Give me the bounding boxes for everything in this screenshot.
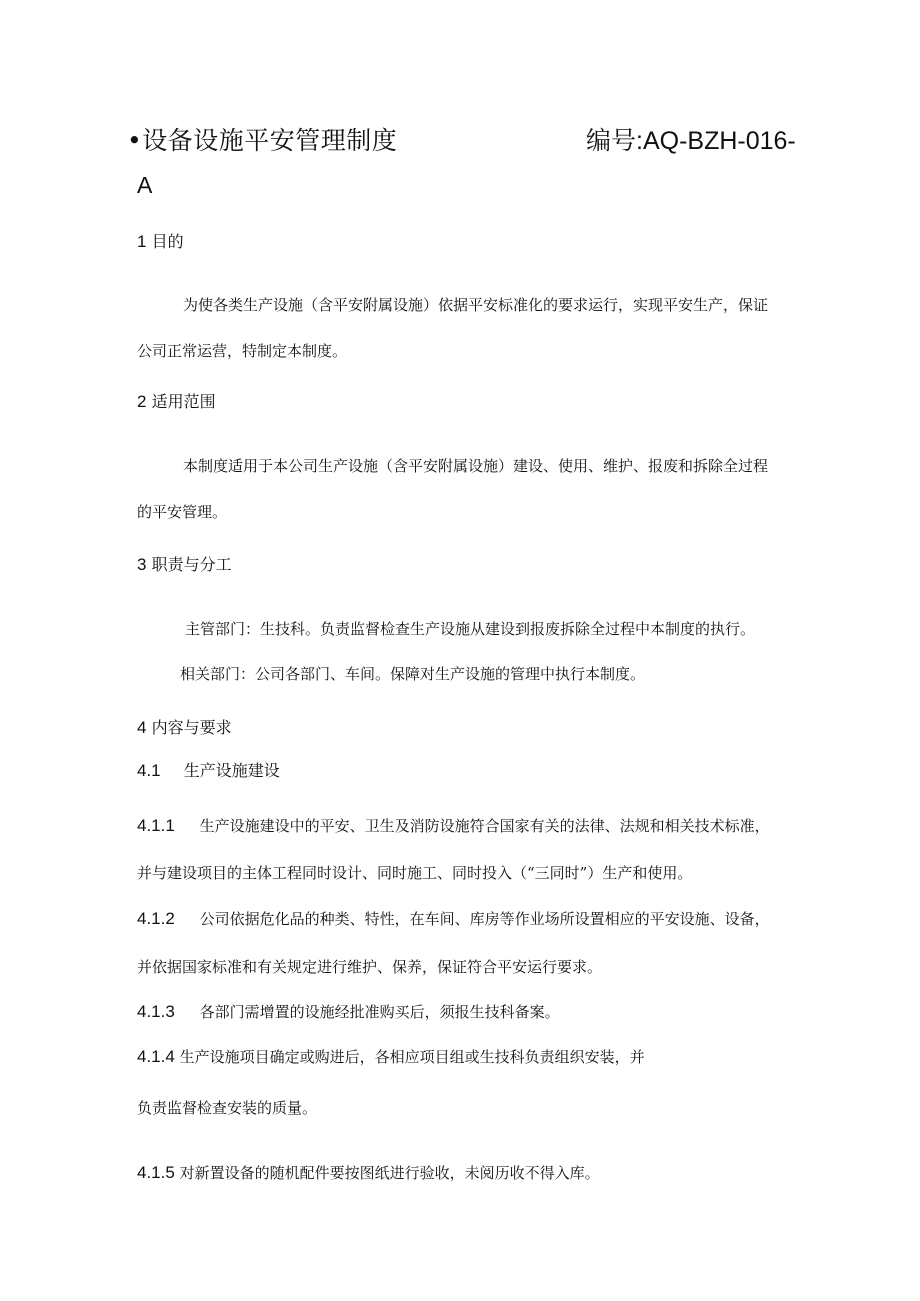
clause-text: 生产设施建设中的平安、卫生及消防设施符合国家有关的法律、法规和相关技术标准， (199, 817, 770, 835)
clause-4-1-5 (137, 1162, 600, 1183)
clause-number: 4.1.5 (137, 1163, 175, 1182)
section-number: 1 (137, 232, 147, 251)
section-1-heading (137, 229, 184, 252)
clause-text: 生产设施项目确定或购进后，各相应项目组或生技科负责组织安装，并 (179, 1048, 645, 1066)
section-title: 生产设施建设 (183, 761, 280, 780)
section-1-paragraph-line-2: 公司正常运营，特制定本制度。 (137, 342, 348, 360)
clause-4-1-1-continued: 并与建设项目的主体工程同时设计、同时施工、同时投入（“三同时”）生产和使用。 (137, 864, 693, 882)
document-code-continued: A (137, 172, 153, 198)
clause-number: 4.1.4 (137, 1047, 175, 1066)
section-number: 4 (137, 718, 147, 737)
section-4-heading (137, 715, 232, 738)
clause-4-1-1 (137, 815, 770, 836)
section-number: 4.1 (137, 761, 161, 780)
clause-4-1-2 (137, 908, 770, 929)
clause-number: 4.1.2 (137, 909, 175, 928)
clause-text: 各部门需增置的设施经批准购买后，须报生技科备案。 (199, 1003, 560, 1021)
section-title: 内容与要求 (151, 718, 232, 737)
section-2-heading (137, 389, 216, 412)
section-4-1-heading (137, 758, 280, 781)
document-title: •设备设施平安管理制度 (127, 126, 398, 155)
section-number: 3 (137, 555, 147, 574)
section-number: 2 (137, 392, 147, 411)
document-code: 编号:AQ-BZH-016- (586, 127, 796, 155)
section-3-heading (137, 552, 232, 575)
clause-text: 对新置设备的随机配件要按图纸进行验收，未阅历收不得入库。 (179, 1164, 600, 1182)
section-1-paragraph-line-1: 为使各类生产设施（含平安附属设施）依据平安标准化的要求运行，实现平安生产，保证 (183, 296, 769, 314)
clause-number: 4.1.1 (137, 816, 175, 835)
section-2-paragraph-line-1: 本制度适用于本公司生产设施（含平安附属设施）建设、使用、维护、报废和拆除全过程 (183, 457, 769, 475)
clause-text: 公司依据危化品的种类、特性，在车间、库房等作业场所设置相应的平安设施、设备， (199, 910, 770, 928)
section-title: 适用范围 (151, 392, 216, 411)
section-3-paragraph-2: 相关部门：公司各部门、车间。保障对生产设施的管理中执行本制度。 (180, 665, 646, 683)
section-title: 目的 (151, 232, 184, 251)
clause-number: 4.1.3 (137, 1002, 175, 1021)
clause-4-1-2-continued: 并依据国家标准和有关规定进行维护、保养，保证符合平安运行要求。 (137, 958, 603, 976)
section-2-paragraph-line-2: 的平安管理。 (137, 503, 228, 521)
clause-4-1-4 (137, 1046, 645, 1067)
section-3-paragraph-1: 主管部门：生技科。负责监督检查生产设施从建设到报废拆除全过程中本制度的执行。 (185, 620, 756, 638)
clause-4-1-3 (137, 1001, 560, 1022)
section-title: 职责与分工 (151, 555, 232, 574)
clause-4-1-4-continued: 负责监督检查安装的质量。 (137, 1099, 318, 1117)
